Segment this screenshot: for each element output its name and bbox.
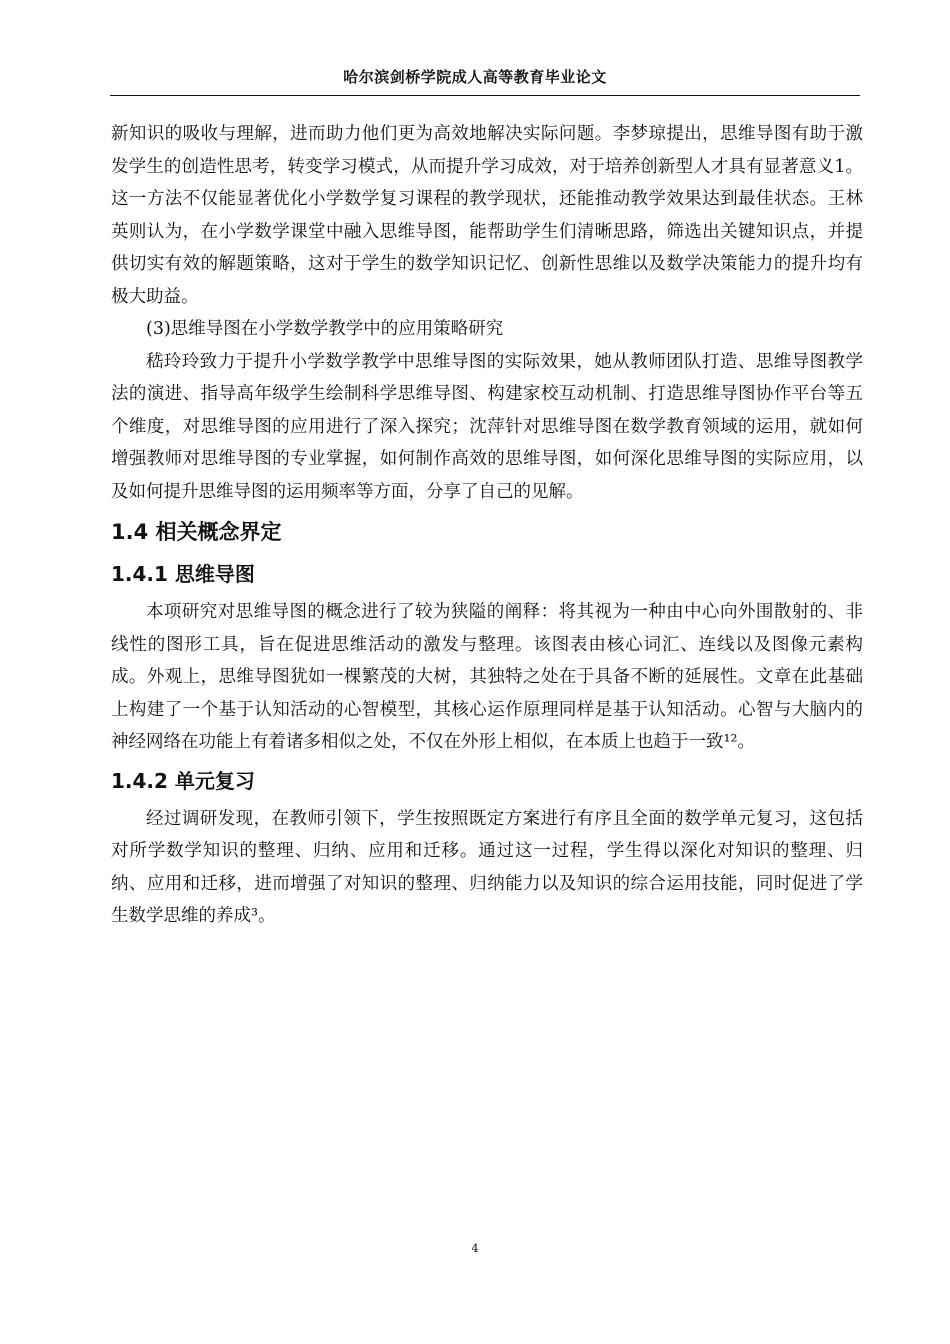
page-number: 4 bbox=[471, 1242, 479, 1255]
section-heading-1-4-2: 1.4.2 单元复习 bbox=[111, 768, 255, 793]
section-heading-1-4-1: 1.4.1 思维导图 bbox=[111, 562, 255, 586]
document-body bbox=[111, 118, 863, 933]
body-paragraph-3: 本项研究对思维导图的概念进行了较为狭隘的阐释：将其视为一种由中心向外围散射的、非线性的图形工具，旨在促进思维活动的激发与整理。该图表由核心词汇、连线以及图像元素构成。外观上，思维导图犹如一棵繁茂的大树，其独特之处在于具备不断的延展性。文章在此基础上构建了一个基于认知活动的心智模型，其核心运作原理同样是基于认知活动。心智与大脑内的神经网络在功能上有着诸多相似之处，不仅在外形上相似，在本质上也趋于一致¹²。 bbox=[111, 602, 863, 752]
subpoint-3-heading: (3)思维导图在小学数学教学中的应用策略研究 bbox=[146, 319, 504, 339]
header-divider bbox=[110, 95, 860, 96]
body-paragraph-1: 新知识的吸收与理解，进而助力他们更为高效地解决实际问题。李梦琼提出，思维导图有助于激发学生的创造性思考，转变学习模式，从而提升学习成效，对于培养创新型人才具有显著意义1。这一方法不仅能显著优化小学数学复习课程的教学现状，还能推动教学效果达到最佳状态。王林英则认为，在小学数学课堂中融入思维导图，能帮助学生们清晰思路，筛选出关键知识点，并提供切实有效的解题策略，这对于学生的数学知识记忆、创新性思维以及数学决策能力的提升均有极大助益。 bbox=[111, 124, 863, 307]
body-paragraph-4: 经过调研发现，在教师引领下，学生按照既定方案进行有序且全面的数学单元复习，这包括对所学数学知识的整理、归纳、应用和迁移。通过这一过程，学生得以深化对知识的整理、归纳、应用和迁移，进而增强了对知识的整理、归纳能力以及知识的综合运用技能，同时促进了学生数学思维的养成³。 bbox=[111, 808, 863, 926]
body-paragraph-2: 嵇玲玲致力于提升小学数学教学中思维导图的实际效果，她从教师团队打造、思维导图教学法的演进、指导高年级学生绘制科学思维导图、构建家校互动机制、打造思维导图协作平台等五个维度，对思维导图的应用进行了深入探究；沈萍针对思维导图在数学教育领域的运用，就如何增强教师对思维导图的专业掌握，如何制作高效的思维导图，如何深化思维导图的实际应用，以及如何提升思维导图的运用频率等方面，分享了自己的见解。 bbox=[111, 351, 863, 502]
section-heading-1-4: 1.4 相关概念界定 bbox=[111, 520, 282, 544]
page-header-title: 哈尔滨剑桥学院成人高等教育毕业论文 bbox=[343, 68, 607, 86]
